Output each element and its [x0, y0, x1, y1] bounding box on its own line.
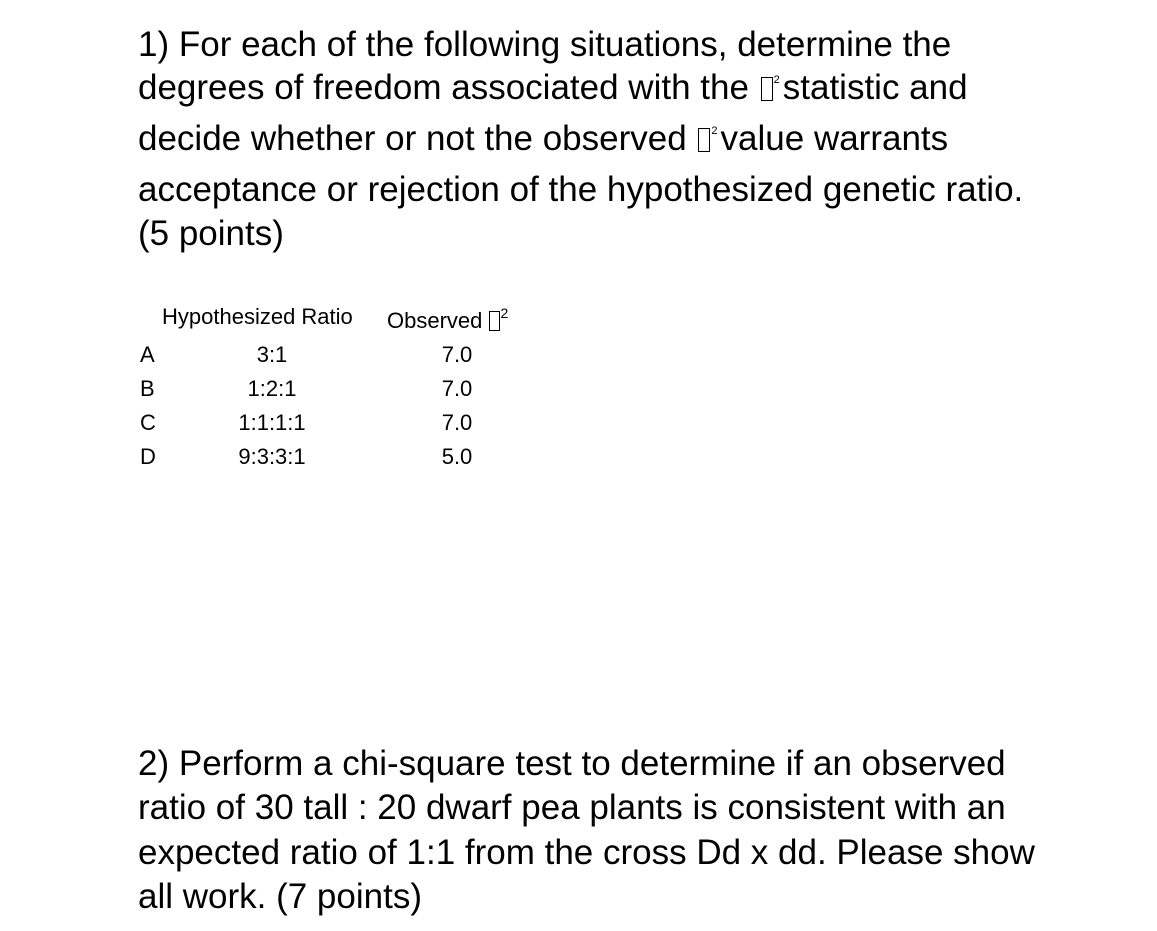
superscript-two: 2 — [500, 305, 509, 321]
question-2-line-4: all work. (7 points) — [138, 877, 422, 916]
table-header-ratio: Hypothesized Ratio — [162, 304, 353, 329]
row-observed-value: 7.0 — [441, 410, 473, 435]
missing-glyph-icon — [698, 128, 710, 152]
row-ratio: 3:1 — [256, 342, 288, 367]
question-2-line-3: expected ratio of 1:1 from the cross Dd x dd. Please show — [138, 833, 1035, 872]
question-1-line-2 — [138, 70, 968, 105]
superscript-two: 2 — [773, 74, 780, 86]
row-observed-value: 7.0 — [441, 342, 473, 367]
missing-glyph-icon — [489, 311, 500, 331]
row-ratio: 9:3:3:1 — [238, 444, 306, 469]
question-1-line-1: 1) For each of the following situations, determine the — [138, 25, 952, 64]
table-header-observed-text: Observed — [387, 308, 489, 333]
question-2-line-2: ratio of 30 tall : 20 dwarf pea plants is consistent with an — [138, 788, 1006, 827]
row-label: B — [140, 376, 155, 401]
question-1-line-3 — [138, 121, 948, 156]
missing-glyph-icon — [761, 77, 773, 101]
question-1-line-4: acceptance or rejection of the hypothesized genetic ratio. — [138, 170, 1024, 209]
row-observed-value: 7.0 — [441, 376, 473, 401]
question-1-line-2-tail: statistic and — [782, 68, 968, 107]
row-label: A — [140, 342, 155, 367]
table-header-observed — [387, 306, 508, 332]
row-ratio: 1:1:1:1 — [238, 410, 306, 435]
question-1-line-3-tail: value warrants — [720, 119, 949, 158]
superscript-two: 2 — [711, 125, 718, 137]
row-label: C — [140, 410, 156, 435]
question-2-line-1: 2) Perform a chi-square test to determine if an observed — [138, 744, 1006, 783]
row-observed-value: 5.0 — [441, 444, 473, 469]
question-1-line-5: (5 points) — [138, 214, 284, 253]
row-ratio: 1:2:1 — [247, 376, 297, 401]
question-1-line-3-text: decide whether or not the observed — [138, 119, 697, 158]
question-1-line-2-text: degrees of freedom associated with the — [138, 68, 759, 107]
row-label: D — [140, 444, 156, 469]
